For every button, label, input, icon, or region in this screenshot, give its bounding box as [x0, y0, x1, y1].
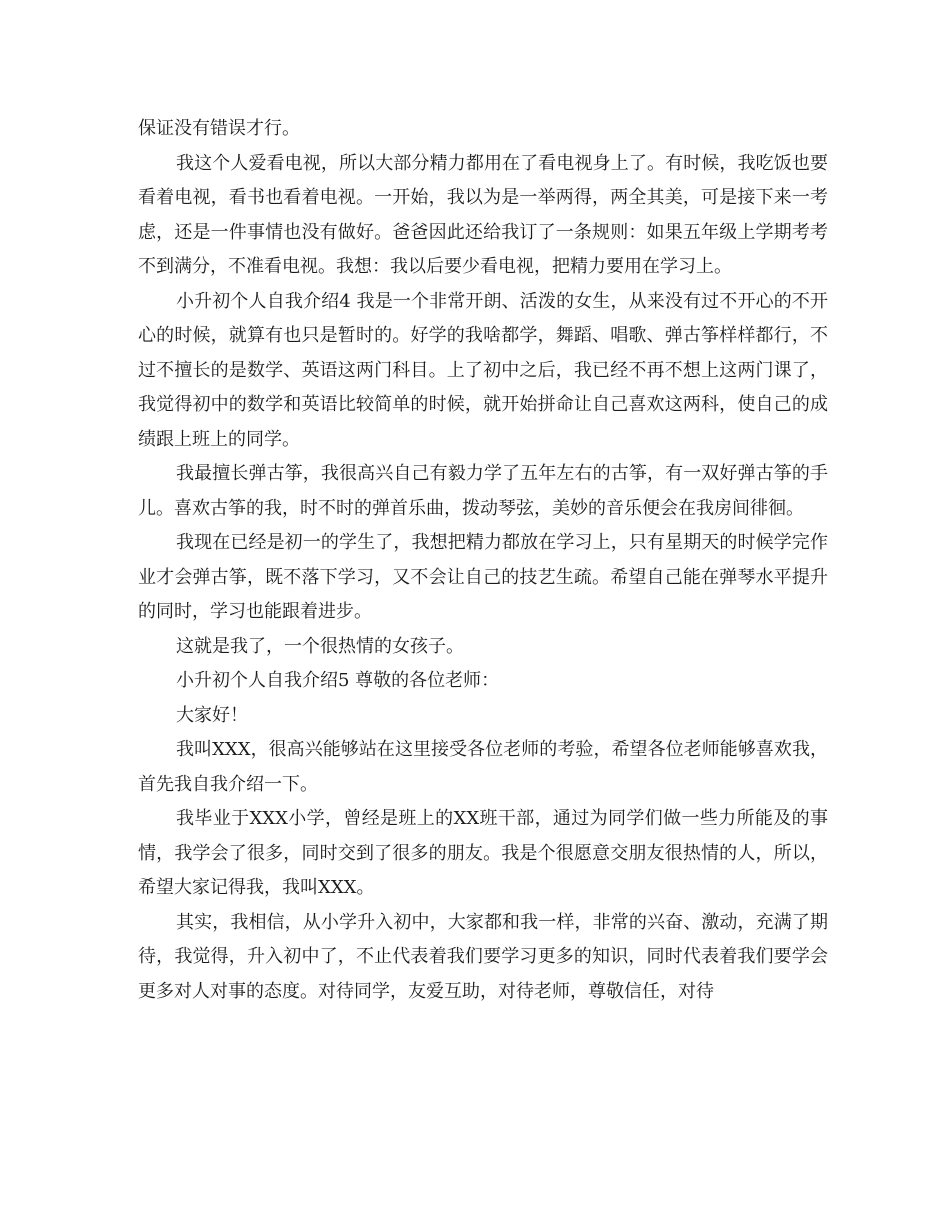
paragraph: 我叫XXX，很高兴能够站在这里接受各位老师的考验，希望各位老师能够喜欢我，首先我自我介绍一下。	[138, 739, 828, 795]
paragraph: 我这个人爱看电视，所以大部分精力都用在了看电视身上了。有时候，我吃饭也要看着电视，看书也看着电视。一开始，我以为是一举两得，两全其美，可是接下来一考虑，还是一件事情也没有做好。爸爸因此还给我订了一条规则：如果五年级上学期考考不到满分，不准看电视。我想：我以后要少看电视，把精力要用在学习上。	[138, 152, 828, 277]
paragraph: 我毕业于XXX小学，曾经是班上的XX班干部，通过为同学们做一些力所能及的事情，我学会了很多，同时交到了很多的朋友。我是个很愿意交朋友很热情的人，所以，希望大家记得我，我叫XXX。	[138, 808, 828, 898]
document-body	[138, 112, 828, 1009]
paragraph: 我最擅长弹古筝，我很高兴自己有毅力学了五年左右的古筝，有一双好弹古筝的手儿。喜欢古筝的我，时不时的弹首乐曲，拨动琴弦，美妙的音乐便会在我房间徘徊。	[138, 463, 828, 519]
paragraph: 小升初个人自我介绍4 我是一个非常开朗、活泼的女生，从来没有过不开心的不开心的时候，就算有也只是暂时的。好学的我啥都学，舞蹈、唱歌、弹古筝样样都行，不过不擅长的是数学、英语这两门科目。上了初中之后，我已经不再不想上这两门课了，我觉得初中的数学和英语比较简单的时候，就开始拼命让自己喜欢这两科，使自己的成绩跟上班上的同学。	[138, 290, 828, 450]
paragraph: 其实，我相信，从小学升入初中，大家都和我一样，非常的兴奋、激动，充满了期待，我觉得，升入初中了，不止代表着我们要学习更多的知识，同时代表着我们要学会更多对人对事的态度。对待同学，友爱互助，对待老师，尊敬信任，对待	[138, 911, 828, 1002]
paragraph: 我现在已经是初一的学生了，我想把精力都放在学习上，只有星期天的时候学完作业才会弹古筝，既不落下学习，又不会让自己的技艺生疏。希望自己能在弹琴水平提升的同时，学习也能跟着进步。	[138, 532, 828, 622]
paragraph: 小升初个人自我介绍5 尊敬的各位老师：	[176, 670, 500, 691]
paragraph: 大家好！	[176, 704, 248, 726]
paragraph: 这就是我了，一个很热情的女孩子。	[176, 635, 464, 657]
paragraph: 保证没有错误才行。	[138, 118, 300, 139]
